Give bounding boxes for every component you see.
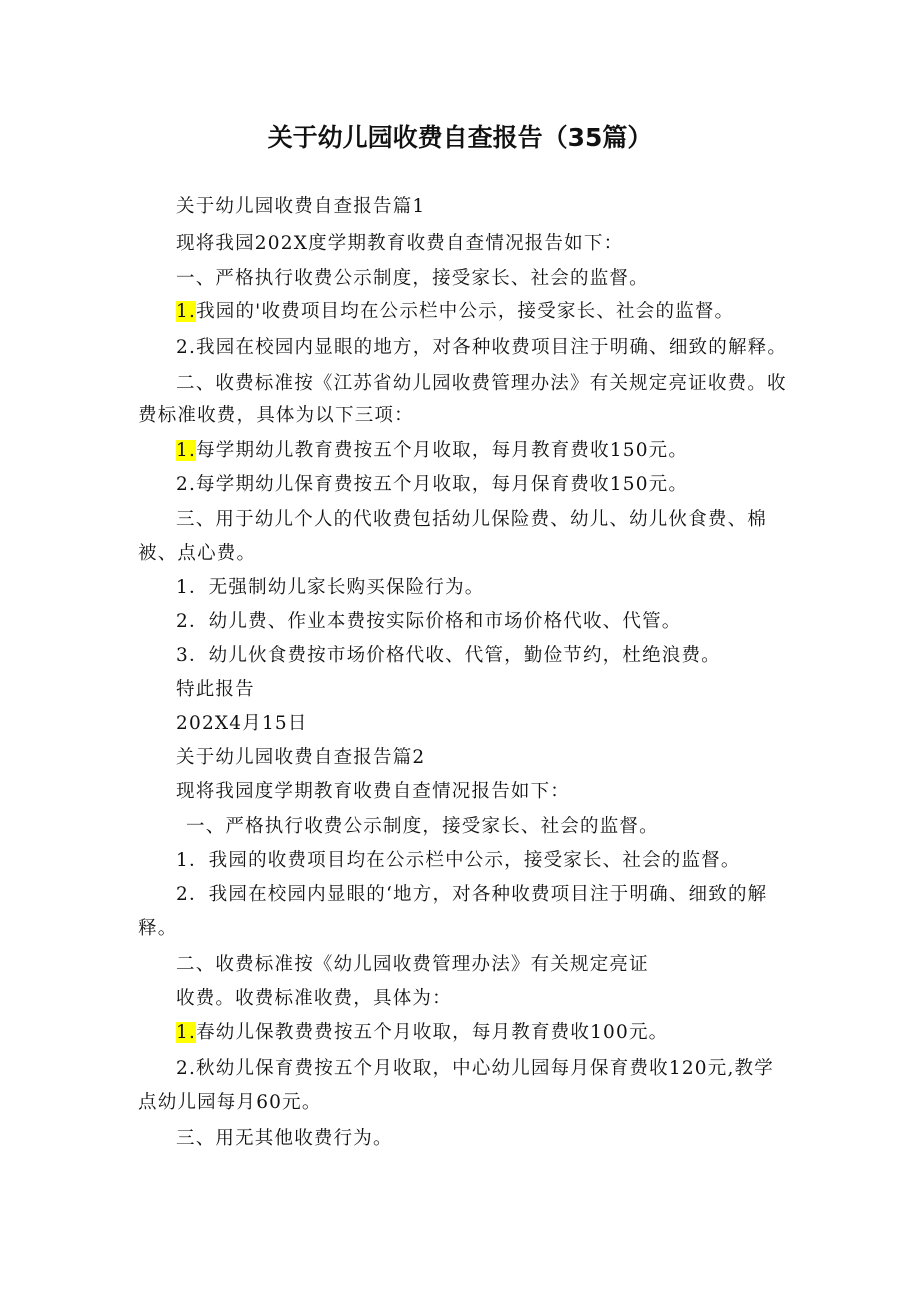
paragraph-line: 被、点心费。 bbox=[138, 543, 257, 564]
paragraph-line: 收费。收费标准收费，具体为： bbox=[176, 988, 452, 1009]
paragraph-line: 2.我园在校园内显眼的地方，对各种收费项目注于明确、细致的解释。 bbox=[176, 337, 788, 358]
paragraph-line: 特此报告 bbox=[176, 679, 255, 700]
paragraph-line: 二、收费标准按《幼儿园收费管理办法》有关规定亮证 bbox=[176, 954, 649, 975]
paragraph-line: 3．幼儿伙食费按市场价格代收、代管，勤俭节约，杜绝浪费。 bbox=[176, 645, 721, 666]
highlight-marker: 1. bbox=[176, 440, 197, 461]
paragraph-line: 1.每学期幼儿教育费按五个月收取，每月教育费收150元。 bbox=[176, 440, 689, 461]
highlight-marker: 1. bbox=[176, 301, 197, 322]
paragraph-line: 2．幼儿费、作业本费按实际价格和市场价格代收、代管。 bbox=[176, 611, 682, 632]
paragraph-line: 现将我园202X度学期教育收费自查情况报告如下： bbox=[176, 233, 624, 254]
paragraph-line: 2．我园在校园内显眼的‘地方，对各种收费项目注于明确、细致的解 bbox=[176, 884, 768, 905]
paragraph-line: 1.我园的'收费项目均在公示栏中公示，接受家长、社会的监督。 bbox=[176, 301, 735, 322]
paragraph-line: 1．我园的收费项目均在公示栏中公示，接受家长、社会的监督。 bbox=[176, 850, 741, 871]
paragraph-line: 一、严格执行收费公示制度，接受家长、社会的监督。 bbox=[186, 816, 659, 837]
document-title: 关于幼儿园收费自查报告（35篇） bbox=[267, 123, 653, 152]
paragraph-line: 二、收费标准按《江苏省幼儿园收费管理办法》有关规定亮证收费。收 bbox=[176, 373, 787, 394]
paragraph-line: 202X4月15日 bbox=[176, 713, 308, 734]
paragraph-line: 释。 bbox=[138, 918, 178, 939]
paragraph-line: 费标准收费，具体为以下三项： bbox=[138, 405, 414, 426]
paragraph-line: 关于幼儿园收费自查报告篇2 bbox=[176, 747, 426, 768]
paragraph-line: 一、严格执行收费公示制度，接受家长、社会的监督。 bbox=[176, 268, 649, 289]
highlight-marker: 1. bbox=[176, 1022, 197, 1043]
paragraph-line: 2.每学期幼儿保育费按五个月收取，每月保育费收150元。 bbox=[176, 474, 689, 495]
paragraph-line: 1．无强制幼儿家长购买保险行为。 bbox=[176, 577, 485, 598]
paragraph-line: 三、用于幼儿个人的代收费包括幼儿保险费、幼儿、幼儿伙食费、棉 bbox=[176, 509, 768, 530]
paragraph-line: 现将我园度学期教育收费自查情况报告如下： bbox=[176, 781, 571, 802]
paragraph-line: 关于幼儿园收费自查报告篇1 bbox=[176, 196, 426, 217]
paragraph-line: 三、用无其他收费行为。 bbox=[176, 1128, 393, 1149]
paragraph-line: 点幼儿园每月60元。 bbox=[138, 1092, 322, 1113]
paragraph-line: 1.春幼儿保教费费按五个月收取，每月教育费收100元。 bbox=[176, 1022, 669, 1043]
paragraph-line: 2.秋幼儿保育费按五个月收取，中心幼儿园每月保育费收120元,教学 bbox=[176, 1058, 774, 1079]
